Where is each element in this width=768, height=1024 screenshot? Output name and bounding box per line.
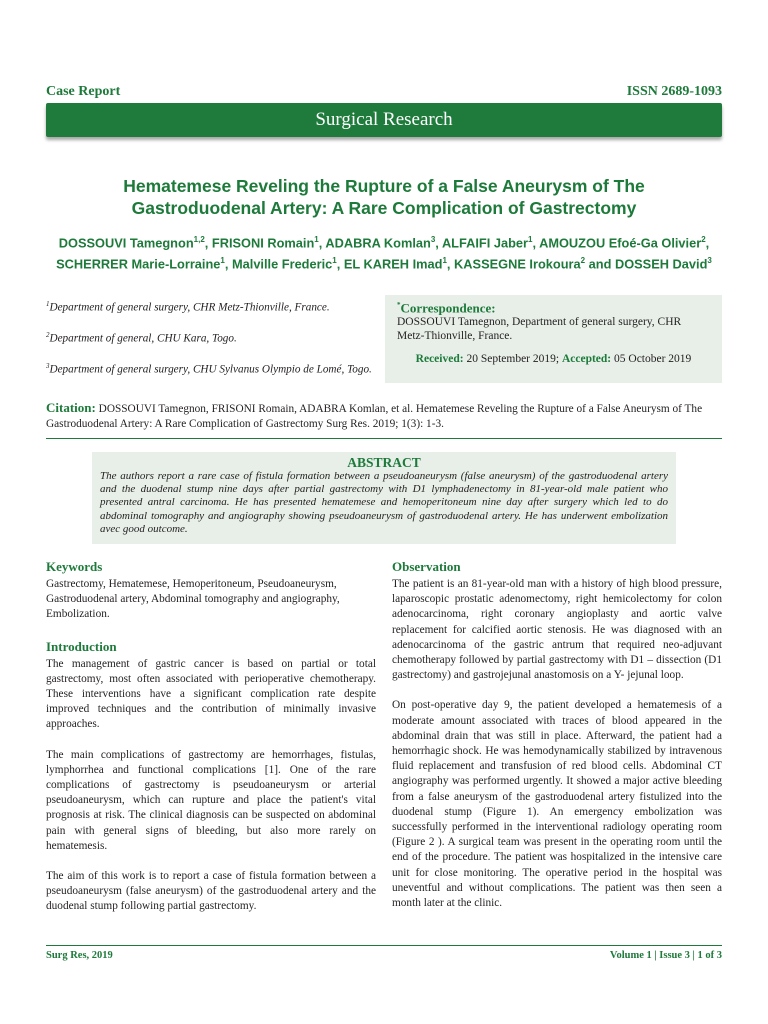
correspondence-box bbox=[385, 295, 722, 383]
author-list: DOSSOUVI Tamegnon$^{1,2}$, FRISONI Romain$^1$, ADABRA Komlan$^3$, ALFAIFI Jaber$^1$, AMOUZOU Efoé-Ga Olivier$^2$, SCHERRER Marie-Lorraine$^1$, Malville Frederic$^1$, EL KAREH Imad$^1$, KASSEGNE Irokoura$^2$ and DOSSEH David$^3$ bbox=[56, 235, 712, 272]
author-name: EL KAREH Imad bbox=[343, 256, 443, 272]
author-name: DOSSOUVI Tamegnon bbox=[58, 235, 194, 251]
author-affiliation-marker: 1 bbox=[442, 256, 447, 266]
keywords-heading: Keywords bbox=[46, 559, 103, 574]
right-column bbox=[392, 558, 722, 926]
author-name: Malville Frederic bbox=[231, 256, 333, 272]
introduction-paragraph-3: The aim of this work is to report a case of fistula formation between a pseudoaneurysm (false aneurysm) of the gastroduodenal artery and the duodenal stump following partial gastrectomy. bbox=[46, 870, 376, 913]
footer-journal: Surg Res, 2019 bbox=[46, 950, 113, 961]
article-title: Hematemese Reveling the Rupture of a False Aneurysm of The Gastroduodenal Artery: A Rare Complication of Gastrectomy bbox=[123, 176, 645, 218]
citation bbox=[46, 401, 722, 431]
journal-banner: Surgical Research bbox=[46, 103, 722, 137]
author-name: ADABRA Komlan bbox=[325, 235, 431, 251]
citation-text: DOSSOUVI Tamegnon, FRISONI Romain, ADABRA Komlan, et al. Hematemese Reveling the Rupture of a False Aneurysm of The Gastroduodenal Artery: A Rare Complication of Gastrectomy Surg Res. 2019; 1(3): 1-3. bbox=[46, 403, 703, 430]
author-affiliation-marker: 2 bbox=[701, 235, 706, 244]
author-name: AMOUZOU Efoé-Ga Olivier bbox=[539, 235, 702, 251]
left-column bbox=[46, 558, 376, 930]
author-name: DOSSEH David bbox=[614, 256, 708, 272]
page-header bbox=[46, 84, 722, 102]
author-affiliation-marker: 1 bbox=[220, 256, 225, 266]
author-name: FRISONI Romain bbox=[211, 235, 315, 251]
citation-label: Citation: bbox=[46, 400, 96, 415]
author-affiliation-marker: 3 bbox=[430, 235, 436, 244]
author-affiliation-marker: 3 bbox=[707, 256, 712, 266]
footer-page-info: Volume 1 | Issue 3 | 1 of 3 bbox=[609, 950, 722, 961]
received-accepted-dates: Received: 20 September 2019; Accepted: 05 October 2019 bbox=[415, 353, 692, 366]
affiliation-1: $^1$Department of general surgery, CHR Metz-Thionville, France. bbox=[46, 300, 330, 314]
correspondence-heading: *Correspondence: bbox=[397, 300, 496, 316]
observation-paragraph-1: The patient is an 81-year-old man with a history of high blood pressure, laparoscopic prostatic adenomectomy, right hemicolectomy for colon adenocarcinoma, right coronary angioplasty and aortic valve replacement for calcified aortic stenosis. He was diagnosed with an adenocarcinoma of the gastric antrum that required neo-adjuvant chemotherapy followed by partial gastrectomy with D1 – dissection (D1 gastrectomy) and gastrojejunal anastomosis on a Y- jejunal loop. bbox=[392, 578, 722, 682]
author-affiliation-marker: 1 bbox=[332, 256, 337, 266]
correspondence-text: DOSSOUVI Tamegnon, Department of general surgery, CHR Metz-Thionville, France. bbox=[397, 316, 682, 343]
author-affiliation-marker: 1 bbox=[314, 235, 319, 244]
affiliation-2: $^2$Department of general, CHU Kara, Togo. bbox=[46, 331, 237, 345]
author-affiliation-marker: 1 bbox=[527, 235, 533, 244]
abstract-text: The authors report a rare case of fistula formation between a pseudoaneurysm (false aneurysm) of the gastroduodenal artery and the duodenal stump nine days after partial gastrectomy with D1 lymphadenectomy in 81-year-old male patient who presented antral carcinoma. He has presented hematemese and hemoperitoneum nine day after surgery which led to do abdominal tomography and angiography showing pseudoaneurysm of gastroduodenal artery. He has underwent embolization avec good outcome. bbox=[100, 470, 668, 535]
author-affiliation-marker: 1,2 bbox=[193, 235, 205, 244]
footer-rule bbox=[46, 945, 722, 946]
introduction-paragraph-2: The main complications of gastrectomy are hemorrhages, fistulas, lymphorrhea and functional complications [1]. One of the rare complications of gastrectomy is pseudoaneurysm or arterial pseudoaneurysm, which can rupture and place the patient's vital prognosis at risk. The clinical diagnosis can be suspected on abdominal pain with general signs of bleeding, but also more rarely on hematemesis. bbox=[46, 748, 376, 852]
affiliations bbox=[46, 298, 380, 392]
keywords-text: Gastrectomy, Hematemese, Hemoperitoneum, Pseudoaneurysm, Gastroduodenal artery, Abdominal tomography and angiography, Embolization. bbox=[46, 578, 340, 621]
observation-paragraph-2: On post-operative day 9, the patient developed a hematemesis of a moderate amount associated with traces of blood appeared in the abdominal drain that was still in place. Afterward, the patient had a hemorrhagic shock. He was hemodynamically stabilized by intravenous fluid replacement and transfusion of red blood cells. Abdominal CT angiography was performed urgently. It showed a major active bleeding from a false aneurysm of the gastroduodenal artery fistulized into the duodenal stump (Figure 1). An emergency embolization was successfully performed in the interventional radiology operating room (Figure 2 ). A surgical team was present in the operating room until the end of the procedure. The patient was hospitalized in the intensive care unit for close monitoring. The operative period in the hospital was uneventful and without complications. The patient was then seen a month later at the clinic. bbox=[392, 699, 722, 910]
introduction-paragraph-1: The management of gastric cancer is based on partial or total gastrectomy, most often associated with perioperative chemotherapy. These interventions have a significant complication rate despite improved techniques and the contribution of minimally invasive approaches. bbox=[46, 657, 376, 731]
article-type: Case Report bbox=[46, 84, 121, 99]
observation-heading: Observation bbox=[392, 559, 461, 574]
author-name: SCHERRER Marie-Lorraine bbox=[56, 256, 221, 272]
author-affiliation-marker: 2 bbox=[580, 256, 586, 266]
abstract-box bbox=[92, 452, 676, 544]
author-name: KASSEGNE Irokoura bbox=[454, 256, 581, 272]
author-name: ALFAIFI Jaber bbox=[441, 235, 528, 251]
abstract-heading: ABSTRACT bbox=[347, 455, 421, 470]
introduction-heading: Introduction bbox=[46, 638, 117, 654]
divider bbox=[46, 438, 722, 439]
affiliation-3: $^3$Department of general surgery, CHU Sylvanus Olympio de Lomé, Togo. bbox=[46, 362, 372, 377]
issn: ISSN 2689-1093 bbox=[626, 84, 722, 99]
